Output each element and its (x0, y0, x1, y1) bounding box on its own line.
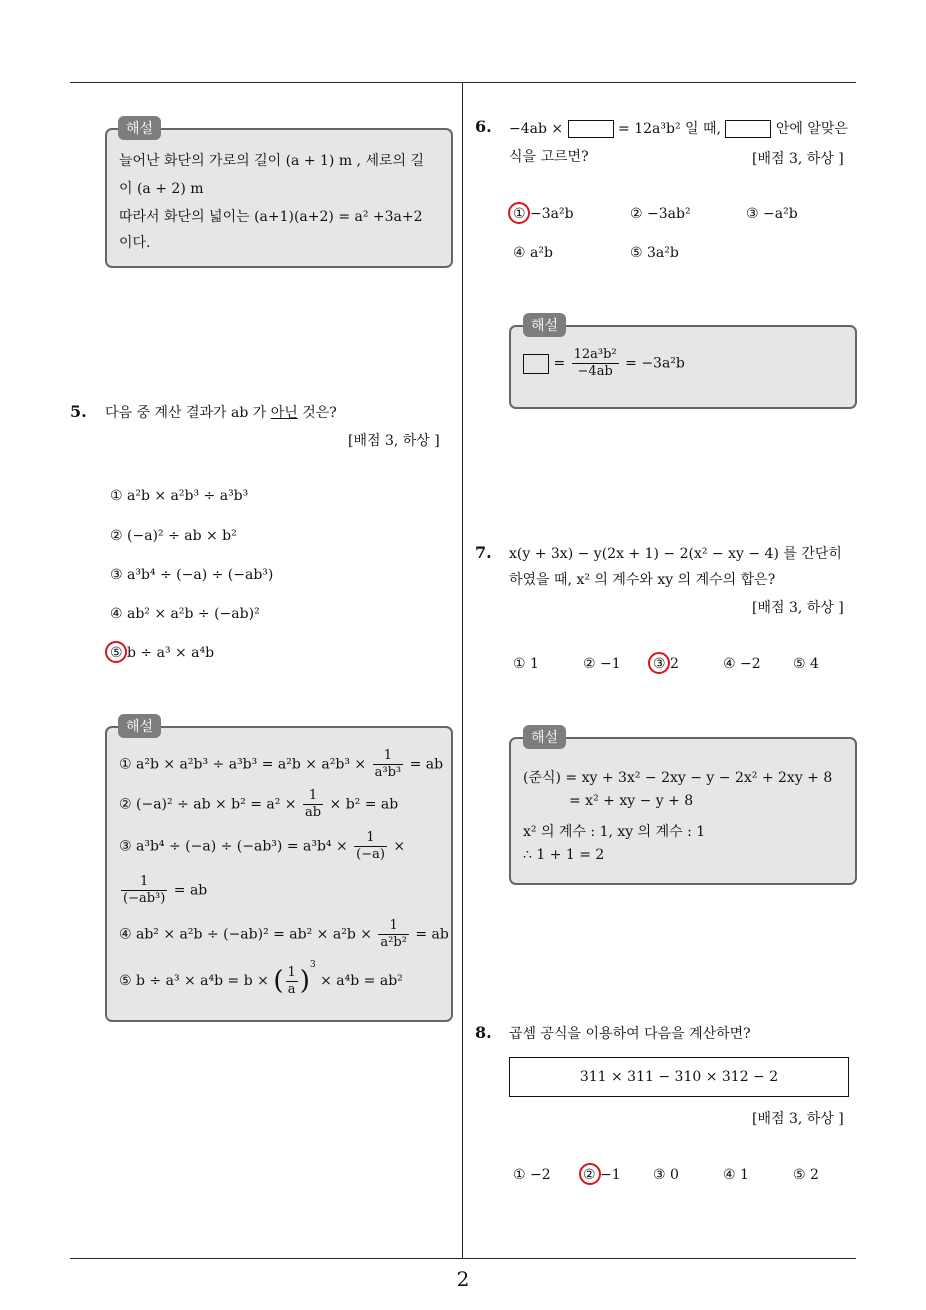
answer-circle-mark (508, 202, 530, 224)
explanation-tag: 해설 (523, 725, 566, 749)
q6-choice-4[interactable]: ④ a²b (513, 245, 553, 261)
explanation-tag: 해설 (118, 714, 161, 738)
question-6-line-2: 식을 고르면? (509, 149, 589, 165)
bottom-rule (70, 1258, 856, 1259)
question-5-underlined: 아닌 (270, 405, 298, 421)
q6-choice-2[interactable]: ② −3ab² (630, 206, 691, 222)
q6-choice-5[interactable]: ⑤ 3a²b (630, 245, 679, 261)
question-5-text (105, 400, 337, 426)
question-6-line-1: −4ab × = 12a³b² 일 때, 안에 알맞은 (509, 121, 848, 137)
answer-circle-mark (579, 1163, 601, 1185)
question-8-text: 곱셈 공식을 이용하여 다음을 계산하면? (509, 1026, 751, 1042)
explanation-tag: 해설 (523, 313, 566, 337)
question-7-line-2: 하였을 때, x² 의 계수와 xy 의 계수의 합은? (509, 572, 776, 588)
q5-explanation-line-4: $\frac{1}{\text{(−ab³)}}$ = ab (123, 874, 208, 906)
q7-choice-1[interactable]: ① 1 (513, 656, 539, 672)
q5-explanation-line-5: ④ ab² × a²b ÷ (−ab)² = ab² × a²b × $\frac{1}{\text{a²b²}}$ = ab (119, 918, 449, 950)
explanation-line: 따라서 화단의 넓이는 (a+1)(a+2) = a² +3a+2 (119, 209, 423, 225)
q5-explanation-line-1: ① a²b × a²b³ ÷ a³b³ = a²b × a²b³ × $\frac{1}{\text{a³b³}}$ = ab (119, 748, 444, 780)
q7-explanation-line-4: ∴ 1 + 1 = 2 (523, 847, 605, 863)
q5-choice-4[interactable]: ④ ab² × a²b ÷ (−ab)² (110, 606, 260, 622)
question-7-score: [배점 3, 하상 ] (752, 600, 844, 616)
question-number-6: 6. (475, 117, 492, 136)
q7-explanation-line-1: (준식) = xy + 3x² − 2xy − y − 2x² + 2xy + 8 (523, 770, 833, 786)
q6-choice-3[interactable]: ③ −a²b (746, 206, 798, 222)
q5-choice-5[interactable]: ⑤ b ÷ a³ × a⁴b (110, 645, 215, 661)
answer-circle-mark (648, 652, 670, 674)
explanation-tag: 해설 (118, 116, 161, 140)
explanation-line: 이다. (119, 235, 151, 251)
question-7-line-1: x(y + 3x) − y(2x + 1) − 2(x² − xy − 4) 를 간단히 (509, 546, 842, 562)
question-number-5: 5. (70, 402, 87, 421)
question-6-score: [배점 3, 하상 ] (752, 151, 844, 167)
q7-choice-4[interactable]: ④ −2 (723, 656, 761, 672)
q8-choice-1[interactable]: ① −2 (513, 1167, 551, 1183)
column-divider (462, 82, 463, 1258)
top-rule (70, 82, 856, 83)
question-number-8: 8. (475, 1023, 492, 1042)
question-8-score: [배점 3, 하상 ] (752, 1111, 844, 1127)
q7-explanation-line-3: x² 의 계수 : 1, xy 의 계수 : 1 (523, 824, 706, 840)
q8-choice-4[interactable]: ④ 1 (723, 1167, 749, 1183)
q6-explanation-line: = $\frac{\text{12a³b²}}{-4ab}$ = −3a²b (523, 347, 685, 380)
q5-explanation-line-2: ② (−a)² ÷ ab × b² = a² × $\frac{1}{ab}$ × b² = ab (119, 788, 399, 820)
q5-explanation-line-6: ⑤ b ÷ a³ × a⁴b = b × ( $\frac{1}{a}$ )$^3$ × a⁴b = ab² (119, 960, 403, 997)
q5-choice-3[interactable]: ③ a³b⁴ ÷ (−a) ÷ (−ab³) (110, 567, 274, 583)
question-5-score: [배점 3, 하상 ] (348, 433, 440, 449)
expression-box: 311 × 311 − 310 × 312 − 2 (509, 1057, 849, 1097)
answer-blank-box (568, 120, 614, 138)
q5-choice-1[interactable]: ① a²b × a²b³ ÷ a³b³ (110, 488, 249, 504)
q5-choice-2[interactable]: ② (−a)² ÷ ab × b² (110, 528, 237, 544)
q6-choice-1[interactable]: ① −3a²b (513, 206, 574, 222)
q8-choice-2[interactable]: ② −1 (583, 1167, 621, 1183)
q8-choice-3[interactable]: ③ 0 (653, 1167, 679, 1183)
answer-circle-mark (105, 641, 127, 663)
explanation-box-q6 (509, 325, 857, 409)
explanation-line: 늘어난 화단의 가로의 길이 (a + 1) m , 세로의 길 (119, 153, 424, 169)
explanation-box-q7 (509, 737, 857, 885)
answer-blank-box (725, 120, 771, 138)
q7-choice-5[interactable]: ⑤ 4 (793, 656, 819, 672)
explanation-box-q5 (105, 726, 453, 1022)
question-5-text-b: 것은? (297, 405, 337, 421)
question-5-text-a: 다음 중 계산 결과가 ab 가 (105, 405, 271, 421)
question-number-7: 7. (475, 543, 492, 562)
explanation-box-q4 (105, 128, 453, 268)
page-number: 2 (456, 1267, 470, 1291)
q7-explanation-line-2: = x² + xy − y + 8 (569, 793, 694, 809)
q5-explanation-line-3: ③ a³b⁴ ÷ (−a) ÷ (−ab³) = a³b⁴ × $\frac{1}{(-a)}$ × (119, 830, 406, 862)
q7-choice-3[interactable]: ③ 2 (653, 656, 679, 672)
answer-blank-box (523, 354, 549, 374)
q8-choice-5[interactable]: ⑤ 2 (793, 1167, 819, 1183)
explanation-line: 이 (a + 2) m (119, 181, 204, 197)
q7-choice-2[interactable]: ② −1 (583, 656, 621, 672)
